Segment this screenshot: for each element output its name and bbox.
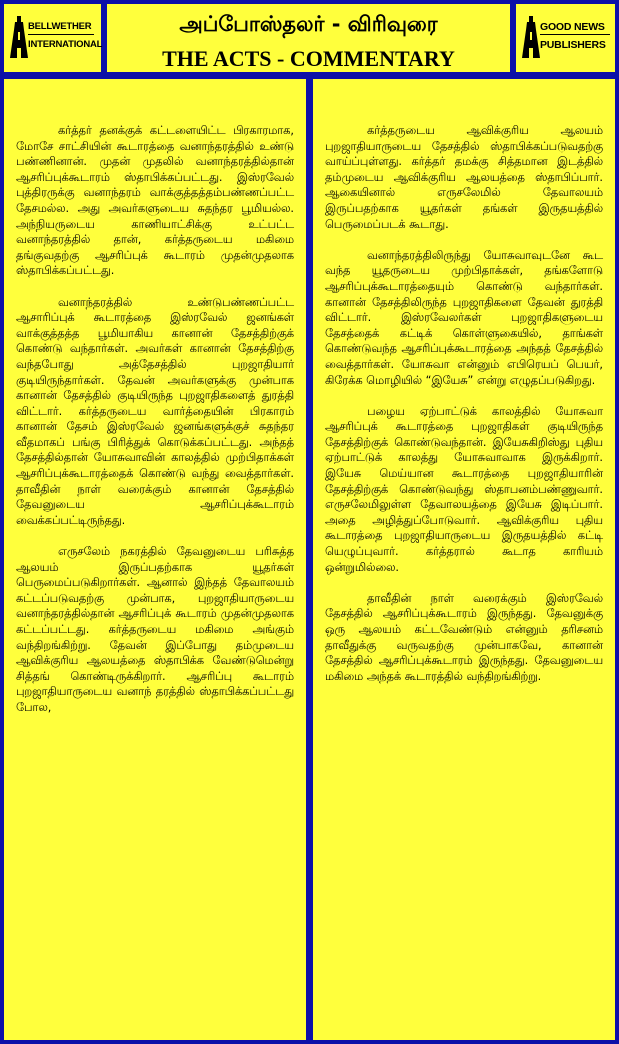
logo-right-line2: PUBLISHERS: [540, 39, 606, 51]
right-paragraph: வனாந்தரத்திலிருந்து யோசுவாவுடனே கூட வந்த யூதருடைய முற்பிதாக்கள், தங்களோடு ஆசரிப்புக்கூடாரத்தையும் கொண்டு வந்தார்கள். கானான் தேசத்திலிருந்த புறஜாதிகளை தேவன் துரத்தி விட்டார். இஸ்ரவேலர்கள் புறஜாதிகளுடைய தேசத்தைக் கட்டிக் கொள்ளுகையில், தாங்கள் கொண்டுவந்த ஆசரிப்புக்கூடாரத்தை அந்தத் தேசத்தில் வைத்தார்கள். யோசுவா என்னும் எபிரெயப் பெயர், கிரேக்க மொழியில் “இயேசு” என்று எழுதப்படுகிறது.: [325, 248, 603, 387]
logo-left-line2: INTERNATIONAL: [28, 39, 103, 50]
left-paragraph: வனாந்தரத்தில் உண்டுபண்ணப்பட்ட ஆசாரிப்புக் கூடாரத்தை இஸ்ரவேல் ஜனங்கள் வாக்குத்தத்த பூமியாகிய கானான் தேசத்திற்குக் கொண்டு வந்தார்கள். அவர்கள் கானான் தேசத்திற்கு வந்தபோது அத்தேசத்தில் புறஜாதியார் குடியிருந்தார்கள். தேவன் அவர்களுக்கு முன்பாக கானான் தேசத்தில் குடியிருந்த புறஜாதிகளைத் துரத்தி விட்டார். கர்த்தருடைய வார்த்தையின் பிரகாரம் கானான் தேசம் இஸ்ரவேல் ஜனங்களுக்குச் சுதந்தர வீதமாகப் பங்கு பிரித்துக் கொடுக்கப்பட்டது. அந்தத் தேசத்தில்தான் யோசுவாவின் காலத்தில் முற்பிதாக்கள் ஆசரிப்புக்கூடாரத்தைக் கொண்டு வந்து வைத்தார்கள். தாவீதின் நாள் வரைக்கும் கானான் தேசத்தில் தேவனுடைய ஆசரிப்புக்கூடாரம் வைக்கப்பட்டிருந்தது.: [16, 295, 294, 527]
bellwether-logo: [4, 4, 101, 72]
logo-left-divider: [28, 34, 94, 35]
logo-right-divider: [540, 34, 610, 35]
page-title-english: THE ACTS - COMMENTARY: [162, 46, 455, 71]
good-news-tower-icon: [522, 14, 540, 60]
right-paragraph: பழைய ஏற்பாட்டுக் காலத்தில் யோசுவா ஆசரிப்புக் கூடாரத்தை புறஜாதிகள் குடியிருந்த தேசத்திற்குக் கொண்டுவந்தான். இயேசுகிறிஸ்து புதிய ஏற்பாட்டுக் காலத்து யோசுவாவாக இருக்கிறார். இயேசு மெய்யான கூடாரத்தை புறஜாதியாரின் தேசத்திற்குக் கொண்டுவந்து ஸ்தாபனம்பண்ணுவார். எருசலேமிலுள்ள தேவாலயத்தை இயேசு இடிப்பார். அதை அழித்துப்போடுவார். ஆவிக்குரிய புதிய கூடாரத்தை புறஜாதியாருடைய இருதயத்தில் கட்டி யெழுப்புவார். கர்த்தரால் கூடாத காரியம் ஒன்றுமில்லை.: [325, 404, 603, 574]
left-paragraph: கர்த்தர் தனக்குக் கட்டளையிட்ட பிரகாரமாக, மோசே சாட்சியின் கூடாரத்தை வனாந்தரத்தில் உண்டு பண்ணினான். முதன் முதலில் வனாந்தரத்தில்தான் ஆசரிப்புக்கூடாரம் ஸ்தாபிக்கப்பட்டது. இஸ்ரவேல் புத்திரருக்கு வனாந்தரம் வாக்குத்தத்தம்பண்ணப்பட்ட தேசமல்ல. அது அவர்களுடைய சுதந்தர பூமியல்ல. அந்நியருடைய காணியாட்சிக்கு உட்பட்ட வனாந்தரத்தில் தான், கர்த்தருடைய மகிமை தங்குவதற்கு ஆசரிப்புக் கூடாரம் முதன்முதலாக ஸ்தாபிக்கப்பட்டது.: [16, 124, 294, 278]
logo-right-line1: GOOD NEWS: [540, 21, 605, 33]
right-paragraph: கர்த்தருடைய ஆவிக்குரிய ஆலயம் புறஜாதியாருடைய தேசத்தில் ஸ்தாபிக்கப்படுவதற்கு வாய்ப்புள்ளது. கர்த்தர் தமக்கு சித்தமான இடத்தில் தம்முடைய ஆவிக்குரிய ஆலயத்தை ஸ்தாபிப்பார். ஆகையினால் எருசலேமில் தேவாலயம் இருப்பதற்காக யூதர்கள் தங்கள் இருதயத்தில் பெருமைப்படக் கூடாது.: [325, 124, 603, 231]
good-news-logo: [516, 4, 615, 72]
right-column: [313, 79, 615, 1040]
left-paragraph: எருசலேம் நகரத்தில் தேவனுடைய பரிசுத்த ஆலயம் இருப்பதற்காக யூதர்கள் பெருமைப்படுகிறார்கள். ஆனால் இந்தத் தேவாலயம் கட்டப்படுவதற்கு முன்பாக, புறஜாதியாருடைய வனாந்தரத்தில்தான் ஆசரிப்புக் கூடாரம் முதன்முதலாக கட்டப்பட்டது. கர்த்தருடைய மகிமை அங்கும் வந்திறங்கிற்று. தேவன் இப்போது தம்முடைய ஆவிக்குரிய ஆலயத்தை ஸ்தாபிக்க வேண்டுமென்று சித்தங் கொண்டிருக்கிறார். ஆசரிப்பு கூடாரம் புறஜாதியாருடைய வனாந் தரத்தில் ஸ்தாபிக்கப்பட்டது போல,: [16, 545, 294, 714]
bellwether-tower-icon: [10, 14, 28, 60]
right-paragraph: தாவீதின் நாள் வரைக்கும் இஸ்ரவேல் தேசத்தில் ஆசரிப்புக்கூடாரம் இருந்தது. தேவனுக்கு ஒரு ஆலயம் கட்டவேண்டும் என்னும் தரிசனம் தாவீதுக்கு வருவதற்கு முன்பாகவே, கானான் தேசத்தில் ஆசரிப்புக்கூடாரம் இருந்தது. தேவனுடைய மகிமை அந்தக் கூடாரத்தில் வந்திறங்கிற்று.: [325, 591, 603, 683]
logo-left-line1: BELLWETHER: [28, 21, 92, 32]
title-banner: [107, 4, 510, 72]
page-title-tamil: அப்போஸ்தலர் - விரிவுரை: [179, 12, 438, 36]
left-column: [4, 79, 306, 1040]
